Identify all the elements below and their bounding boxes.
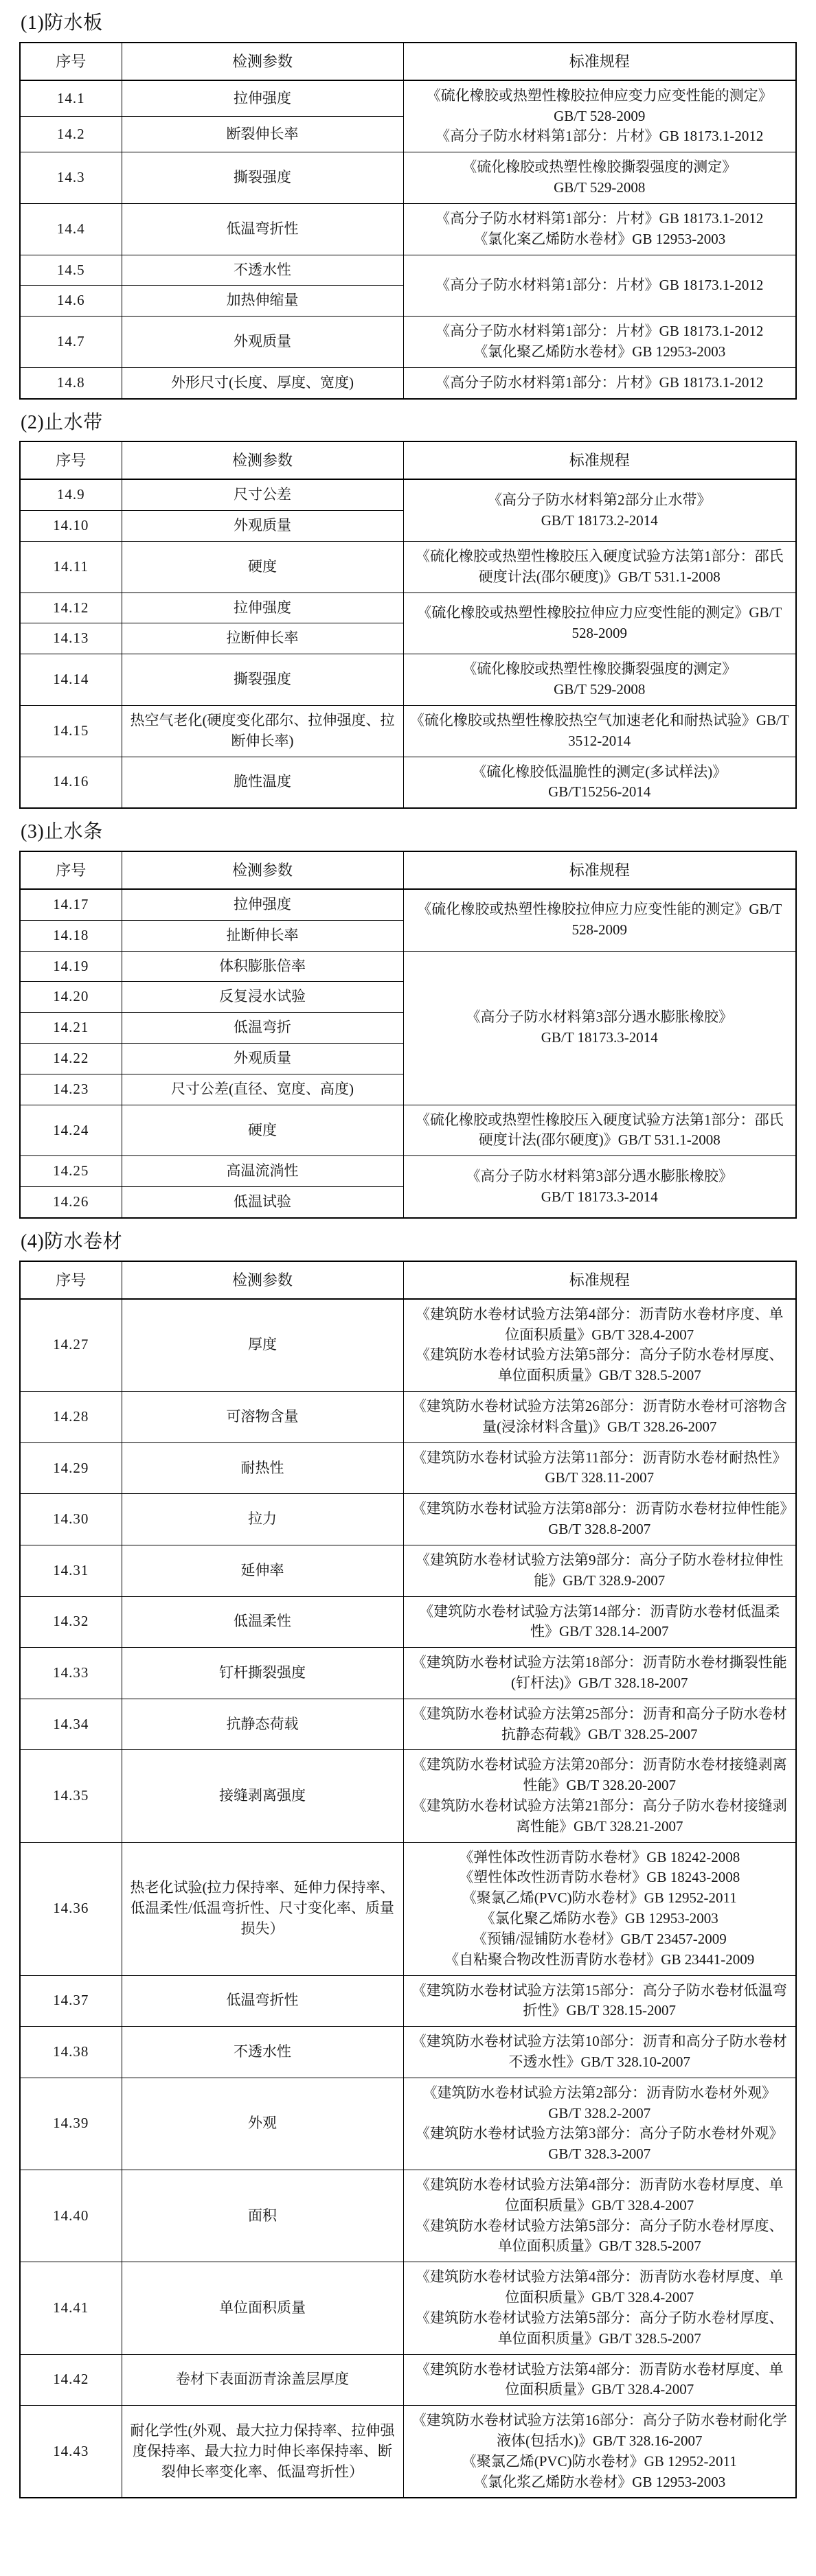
standard-line: 《建筑防水卷材试验方法第5部分：高分子防水卷材厚度、单位面积质量》GB/T 328.5-2007: [416, 2309, 784, 2347]
cell-test-parameter: 可溶物含量: [122, 1392, 403, 1443]
cell-serial-number: 14.10: [20, 511, 122, 542]
standard-line: GB/T 18173.2-2014: [541, 511, 658, 529]
table-header-row: [20, 43, 796, 80]
cell-serial-number: 14.25: [20, 1156, 122, 1187]
cell-serial-number: 14.28: [20, 1392, 122, 1443]
column-header-no: 序号: [20, 43, 122, 80]
cell-standard-spec: [403, 1975, 796, 2027]
standard-line: 《建筑防水卷材试验方法第9部分：高分子防水卷材拉伸性能》GB/T 328.9-2007: [416, 1551, 784, 1589]
cell-standard-spec: [403, 593, 796, 654]
standard-line: 《建筑防水卷材试验方法第4部分：沥青防水卷材厚度、单位面积质量》GB/T 328.4-2007: [416, 2176, 784, 2213]
cell-standard-spec: [403, 1442, 796, 1494]
standard-line: 《高分子防水材料第1部分：片材》GB 18173.1-2012: [435, 276, 764, 293]
standard-line: 《硫化橡胶低温脆性的测定(多试样法)》: [472, 763, 727, 780]
cell-serial-number: 14.24: [20, 1105, 122, 1156]
cell-standard-spec: [403, 80, 796, 152]
cell-serial-number: 14.22: [20, 1044, 122, 1074]
standard-line: 《建筑防水卷材试验方法第16部分：高分子防水卷材耐化学液体(包括水)》GB/T 328.16-2007: [411, 2412, 787, 2449]
standard-line: 《建筑防水卷材试验方法第4部分：沥青防水卷材厚度、单位面积质量》GB/T 328.4-2007: [416, 2360, 784, 2398]
column-header-standard: 标准规程: [403, 441, 796, 479]
standard-line: 《自粘聚合物改性沥青防水卷材》GB 23441-2009: [444, 1951, 755, 1968]
cell-test-parameter: 外观质量: [122, 1044, 403, 1074]
cell-test-parameter: 拉伸强度: [122, 80, 403, 117]
standard-line: 《高分子防水材料第1部分：片材》GB 18173.1-2012: [435, 323, 764, 340]
cell-serial-number: 14.3: [20, 152, 122, 204]
standard-line: 《建筑防水卷材试验方法第10部分：沥青和高分子防水卷材不透水性》GB/T 328.10-2007: [411, 2033, 787, 2070]
cell-test-parameter: 外观: [122, 2078, 403, 2170]
cell-serial-number: 14.1: [20, 80, 122, 117]
cell-test-parameter: 尺寸公差: [122, 479, 403, 510]
cell-serial-number: 14.31: [20, 1545, 122, 1596]
table-header-row: [20, 441, 796, 479]
cell-test-parameter: 低温试验: [122, 1187, 403, 1218]
cell-standard-spec: [403, 255, 796, 317]
cell-standard-spec: [403, 2170, 796, 2262]
standard-line: 《建筑防水卷材试验方法第3部分：高分子防水卷材外观》GB/T 328.3-2007: [416, 2125, 784, 2163]
table-row: [20, 654, 796, 706]
cell-serial-number: 14.15: [20, 705, 122, 757]
column-header-param: 检测参数: [122, 851, 403, 889]
section: [19, 10, 797, 400]
table-row: [20, 255, 796, 286]
table-row: [20, 1545, 796, 1596]
cell-test-parameter: 卷材下表面沥青涂盖层厚度: [122, 2354, 403, 2406]
standard-line: 《氯化案乙烯防水卷材》GB 12953-2003: [473, 230, 726, 247]
cell-standard-spec: [403, 951, 796, 1105]
table-row: [20, 542, 796, 593]
cell-test-parameter: 拉力: [122, 1494, 403, 1545]
standard-line: 《高分子防水材料第3部分遇水膨胀橡胶》: [466, 1009, 733, 1026]
spec-table: [19, 42, 797, 400]
table-row: [20, 1299, 796, 1392]
standard-line: 《塑性体改性沥青防水卷材》GB 18243-2008: [459, 1869, 740, 1886]
standard-line: 《预铺/湿铺防水卷材》GB/T 23457-2009: [472, 1930, 727, 1947]
cell-serial-number: 14.38: [20, 2027, 122, 2078]
section-title: (2)止水带: [21, 411, 103, 433]
cell-serial-number: 14.7: [20, 317, 122, 368]
standard-line: 《高分子防水材料第1部分：片材》GB 18173.1-2012: [435, 209, 764, 227]
standard-line: 《聚氯乙烯(PVC)防水卷材》GB 12952-2011: [462, 2452, 737, 2470]
cell-standard-spec: [403, 705, 796, 757]
cell-test-parameter: 耐热性: [122, 1442, 403, 1494]
cell-standard-spec: [403, 479, 796, 541]
table-row: [20, 1442, 796, 1494]
standard-line: 《建筑防水卷材试验方法第26部分：沥青防水卷材可溶物含量(浸涂材料含量)》GB/T 328.26-2007: [411, 1398, 787, 1435]
standard-line: 《建筑防水卷材试验方法第15部分：高分子防水卷材低温弯折性》GB/T 328.15-2007: [411, 1981, 787, 2019]
table-row: [20, 1105, 796, 1156]
cell-standard-spec: [403, 757, 796, 808]
cell-test-parameter: 外观质量: [122, 317, 403, 368]
cell-standard-spec: [403, 2027, 796, 2078]
standard-line: GB/T 18173.3-2014: [541, 1188, 658, 1205]
standard-line: 《硫化橡胶或热塑性橡胶拉伸应变力应变性能的测定》: [426, 87, 773, 104]
cell-standard-spec: [403, 1699, 796, 1750]
cell-serial-number: 14.5: [20, 255, 122, 286]
cell-test-parameter: 硬度: [122, 542, 403, 593]
cell-serial-number: 14.40: [20, 2170, 122, 2262]
cell-test-parameter: 撕裂强度: [122, 654, 403, 706]
table-row: [20, 2262, 796, 2354]
cell-serial-number: 14.9: [20, 479, 122, 510]
table-row: [20, 705, 796, 757]
standard-line: 《氯化浆乙烯防水卷材》GB 12953-2003: [473, 2473, 726, 2490]
table-row: [20, 2354, 796, 2406]
table-row: [20, 951, 796, 982]
cell-test-parameter: 脆性温度: [122, 757, 403, 808]
cell-test-parameter: 单位面积质量: [122, 2262, 403, 2354]
cell-standard-spec: [403, 2078, 796, 2170]
cell-standard-spec: [403, 1392, 796, 1443]
spec-table: [19, 441, 797, 809]
standard-line: 《建筑防水卷材试验方法第5部分：高分子防水卷材厚度、单位面积质量》GB/T 328.5-2007: [416, 1346, 784, 1384]
standard-line: 《硫化橡胶或热塑性橡胶压入硬度试验方法第1部分：邵氏硬度计法(邵尔硬度)》GB/T 531.1-2008: [416, 1111, 784, 1149]
table-row: [20, 757, 796, 808]
column-header-param: 检测参数: [122, 43, 403, 80]
standard-line: GB/T 528-2009: [554, 107, 646, 124]
table-row: [20, 2078, 796, 2170]
cell-standard-spec: [403, 654, 796, 706]
standard-line: 《建筑防水卷材试验方法第25部分：沥青和高分子防水卷材抗静态荷载》GB/T 328.25-2007: [411, 1705, 787, 1743]
table-row: [20, 2027, 796, 2078]
cell-serial-number: 14.23: [20, 1074, 122, 1105]
cell-standard-spec: [403, 1494, 796, 1545]
cell-standard-spec: [403, 1156, 796, 1218]
cell-standard-spec: [403, 889, 796, 951]
standard-line: GB/T 529-2008: [554, 179, 646, 196]
cell-standard-spec: [403, 203, 796, 255]
cell-test-parameter: 抗静态荷载: [122, 1699, 403, 1750]
table-row: [20, 1156, 796, 1187]
cell-test-parameter: 面积: [122, 2170, 403, 2262]
section-title: (3)止水条: [21, 821, 103, 843]
table-row: [20, 1648, 796, 1699]
cell-standard-spec: [403, 1750, 796, 1842]
cell-standard-spec: [403, 542, 796, 593]
cell-test-parameter: 厚度: [122, 1299, 403, 1392]
cell-test-parameter: 热空气老化(硬度变化邵尔、拉伸强度、拉断伸长率): [122, 705, 403, 757]
cell-test-parameter: 低温柔性: [122, 1596, 403, 1648]
cell-test-parameter: 外形尺寸(长度、厚度、宽度): [122, 367, 403, 398]
cell-serial-number: 14.39: [20, 2078, 122, 2170]
cell-serial-number: 14.21: [20, 1013, 122, 1044]
standard-line: 《高分子防水材料第1部分：片材》GB 18173.1-2012: [435, 373, 764, 391]
cell-serial-number: 14.30: [20, 1494, 122, 1545]
cell-serial-number: 14.16: [20, 757, 122, 808]
cell-test-parameter: 扯断伸长率: [122, 920, 403, 951]
cell-serial-number: 14.20: [20, 982, 122, 1013]
cell-standard-spec: [403, 1842, 796, 1975]
table-row: [20, 1392, 796, 1443]
cell-serial-number: 14.35: [20, 1750, 122, 1842]
standard-line: 《建筑防水卷材试验方法第2部分：沥青防水卷材外观》GB/T 328.2-2007: [422, 2084, 776, 2121]
section: [19, 818, 797, 1219]
cell-test-parameter: 尺寸公差(直径、宽度、高度): [122, 1074, 403, 1105]
table-header-row: [20, 851, 796, 889]
table-row: [20, 1842, 796, 1975]
standard-line: 《建筑防水卷材试验方法第8部分：沥青防水卷材拉伸性能》GB/T 328.8-2007: [411, 1500, 787, 1538]
cell-test-parameter: 拉伸强度: [122, 889, 403, 920]
cell-standard-spec: [403, 317, 796, 368]
cell-test-parameter: 撕裂强度: [122, 152, 403, 204]
standard-line: 《硫化橡胶或热塑性橡胶热空气加速老化和耐热试验》GB/T 3512-2014: [409, 711, 789, 749]
table-row: [20, 1975, 796, 2027]
standard-line: 《聚氯乙烯(PVC)防水卷材》GB 12952-2011: [462, 1889, 737, 1907]
section-title: (1)防水板: [21, 12, 103, 34]
column-header-param: 检测参数: [122, 441, 403, 479]
cell-test-parameter: 耐化学性(外观、最大拉力保持率、拉伸强度保持率、最大拉力时伸长率保持率、断裂伸长率变化率、低温弯折性）: [122, 2406, 403, 2498]
cell-serial-number: 14.29: [20, 1442, 122, 1494]
table-row: [20, 479, 796, 510]
standard-line: 《高分子防水材料第2部分止水带》: [488, 491, 712, 508]
table-row: [20, 367, 796, 398]
cell-serial-number: 14.18: [20, 920, 122, 951]
table-row: [20, 80, 796, 117]
cell-test-parameter: 外观质量: [122, 511, 403, 542]
cell-standard-spec: [403, 1545, 796, 1596]
cell-standard-spec: [403, 1105, 796, 1156]
cell-test-parameter: 低温弯折性: [122, 1975, 403, 2027]
column-header-no: 序号: [20, 851, 122, 889]
standard-line: 《建筑防水卷材试验方法第4部分：沥青防水卷材厚度、单位面积质量》GB/T 328.4-2007: [416, 2268, 784, 2306]
cell-test-parameter: 低温弯折性: [122, 203, 403, 255]
table-row: [20, 593, 796, 623]
standard-line: 《弹性体改性沥青防水卷材》GB 18242-2008: [459, 1848, 740, 1865]
standard-line: 《高分子防水材料第3部分遇水膨胀橡胶》: [466, 1167, 733, 1184]
cell-standard-spec: [403, 152, 796, 204]
cell-serial-number: 14.41: [20, 2262, 122, 2354]
cell-serial-number: 14.37: [20, 1975, 122, 2027]
cell-serial-number: 14.33: [20, 1648, 122, 1699]
cell-test-parameter: 硬度: [122, 1105, 403, 1156]
column-header-no: 序号: [20, 1261, 122, 1299]
table-row: [20, 2406, 796, 2498]
cell-test-parameter: 高温流淌性: [122, 1156, 403, 1187]
standard-line: 《建筑防水卷材试验方法第14部分：沥青防水卷材低温柔性》GB/T 328.14-2007: [419, 1602, 780, 1640]
column-header-standard: 标准规程: [403, 1261, 796, 1299]
standard-line: 《硫化橡胶或热塑性橡胶压入硬度试验方法第1部分：邵氏硬度计法(邵尔硬度)》GB/T 531.1-2008: [416, 548, 784, 585]
cell-serial-number: 14.12: [20, 593, 122, 623]
cell-serial-number: 14.14: [20, 654, 122, 706]
cell-standard-spec: [403, 1648, 796, 1699]
standard-line: 《高分子防水材料第1部分：片材》GB 18173.1-2012: [435, 128, 764, 145]
column-header-standard: 标准规程: [403, 43, 796, 80]
cell-test-parameter: 拉伸强度: [122, 593, 403, 623]
cell-serial-number: 14.17: [20, 889, 122, 920]
table-row: [20, 2170, 796, 2262]
cell-test-parameter: 不透水性: [122, 255, 403, 286]
cell-test-parameter: 钉杆撕裂强度: [122, 1648, 403, 1699]
table-row: [20, 889, 796, 920]
cell-serial-number: 14.32: [20, 1596, 122, 1648]
table-header-row: [20, 1261, 796, 1299]
standard-line: 《建筑防水卷材试验方法第5部分：高分子防水卷材厚度、单位面积质量》GB/T 328.5-2007: [416, 2217, 784, 2255]
cell-serial-number: 14.4: [20, 203, 122, 255]
column-header-standard: 标准规程: [403, 851, 796, 889]
cell-serial-number: 14.27: [20, 1299, 122, 1392]
standard-line: 《硫化橡胶或热塑性橡胶撕裂强度的测定》: [462, 660, 737, 678]
standard-line: 《建筑防水卷材试验方法第18部分：沥青防水卷材撕裂性能(钉杆法)》GB/T 328.18-2007: [411, 1654, 787, 1691]
standard-line: 《硫化橡胶或热塑性橡胶拉伸应力应变性能的测定》GB/T 528-2009: [417, 901, 782, 939]
standard-line: 《建筑防水卷材试验方法第21部分：高分子防水卷材接缝剥离性能》GB/T 328.21-2007: [411, 1797, 787, 1835]
table-row: [20, 152, 796, 204]
table-row: [20, 1699, 796, 1750]
standard-line: 《硫化橡胶或热塑性橡胶撕裂强度的测定》: [462, 159, 737, 176]
cell-serial-number: 14.42: [20, 2354, 122, 2406]
table-row: [20, 203, 796, 255]
cell-serial-number: 14.19: [20, 951, 122, 982]
standard-line: 《建筑防水卷材试验方法第20部分：沥青防水卷材接缝剥离性能》GB/T 328.20-2007: [411, 1756, 787, 1794]
table-row: [20, 1494, 796, 1545]
cell-test-parameter: 断裂伸长率: [122, 117, 403, 152]
cell-serial-number: 14.11: [20, 542, 122, 593]
column-header-no: 序号: [20, 441, 122, 479]
table-row: [20, 317, 796, 368]
cell-test-parameter: 反复浸水试验: [122, 982, 403, 1013]
cell-test-parameter: 热老化试验(拉力保持率、延伸力保持率、低温柔性/低温弯折性、尺寸变化率、质量损失）: [122, 1842, 403, 1975]
cell-test-parameter: 接缝剥离强度: [122, 1750, 403, 1842]
column-header-param: 检测参数: [122, 1261, 403, 1299]
table-row: [20, 1596, 796, 1648]
cell-test-parameter: 延伸率: [122, 1545, 403, 1596]
standard-line: 《硫化橡胶或热塑性橡胶拉伸应力应变性能的测定》GB/T 528-2009: [417, 604, 782, 641]
cell-standard-spec: [403, 367, 796, 398]
standard-line: 《建筑防水卷材试验方法第4部分：沥青防水卷材序度、单位面积质量》GB/T 328.4-2007: [416, 1305, 784, 1343]
standard-line: 《建筑防水卷材试验方法第11部分：沥青防水卷材耐热性》GB/T 328.11-2007: [412, 1449, 787, 1486]
cell-serial-number: 14.6: [20, 286, 122, 317]
cell-test-parameter: 低温弯折: [122, 1013, 403, 1044]
cell-test-parameter: 拉断伸长率: [122, 623, 403, 654]
standard-line: GB/T15256-2014: [548, 783, 651, 801]
cell-test-parameter: 加热伸缩量: [122, 286, 403, 317]
section: [19, 409, 797, 809]
spec-table: [19, 851, 797, 1219]
cell-serial-number: 14.43: [20, 2406, 122, 2498]
cell-test-parameter: 不透水性: [122, 2027, 403, 2078]
section: [19, 1228, 797, 2498]
table-row: [20, 1750, 796, 1842]
standard-line: GB/T 18173.3-2014: [541, 1029, 658, 1046]
cell-standard-spec: [403, 1299, 796, 1392]
cell-standard-spec: [403, 2262, 796, 2354]
cell-serial-number: 14.26: [20, 1187, 122, 1218]
standard-line: 《氯化聚乙烯防水卷》GB 12953-2003: [480, 1910, 718, 1927]
cell-serial-number: 14.8: [20, 367, 122, 398]
cell-serial-number: 14.34: [20, 1699, 122, 1750]
cell-serial-number: 14.2: [20, 117, 122, 152]
standard-line: 《氯化聚乙烯防水卷材》GB 12953-2003: [473, 343, 726, 360]
cell-serial-number: 14.13: [20, 623, 122, 654]
standard-line: GB/T 529-2008: [554, 681, 646, 698]
section-title: (4)防水卷材: [21, 1230, 123, 1252]
spec-table: [19, 1261, 797, 2499]
cell-standard-spec: [403, 1596, 796, 1648]
cell-standard-spec: [403, 2354, 796, 2406]
cell-standard-spec: [403, 2406, 796, 2498]
cell-serial-number: 14.36: [20, 1842, 122, 1975]
cell-test-parameter: 体积膨胀倍率: [122, 951, 403, 982]
